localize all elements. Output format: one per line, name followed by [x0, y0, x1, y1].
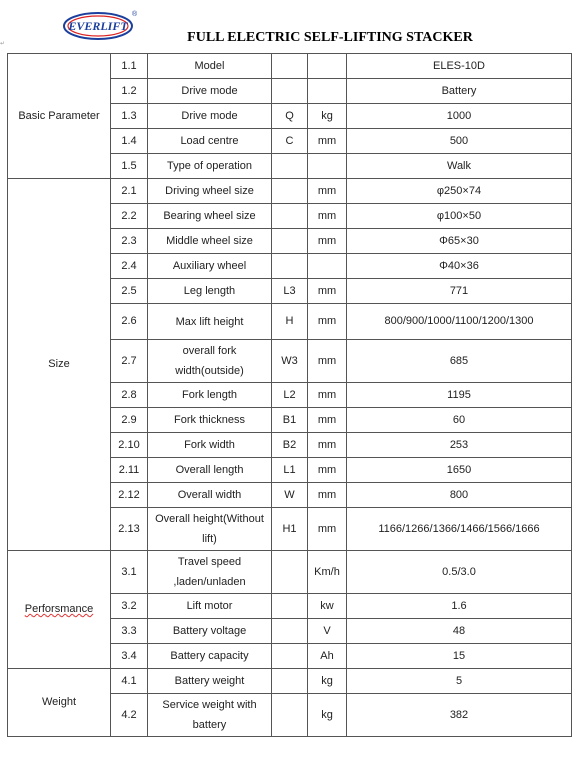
symbol: L3 — [272, 279, 308, 304]
unit: kg — [308, 694, 347, 737]
value: 15 — [347, 644, 572, 669]
item-name: Lift motor — [148, 594, 272, 619]
unit: mm — [308, 279, 347, 304]
unit — [308, 154, 347, 179]
item-name: Overall width — [148, 483, 272, 508]
value: 800 — [347, 483, 572, 508]
item-name: Fork thickness — [148, 408, 272, 433]
row-number: 2.13 — [111, 508, 148, 551]
everlift-logo — [62, 8, 136, 42]
symbol — [272, 79, 308, 104]
value: φ100×50 — [347, 204, 572, 229]
row-number: 2.5 — [111, 279, 148, 304]
symbol — [272, 644, 308, 669]
table-row — [8, 179, 572, 204]
symbol — [272, 54, 308, 79]
unit: mm — [308, 304, 347, 340]
item-name: Battery capacity — [148, 644, 272, 669]
item-name: Middle wheel size — [148, 229, 272, 254]
row-number: 4.2 — [111, 694, 148, 737]
row-number: 1.3 — [111, 104, 148, 129]
unit: mm — [308, 340, 347, 383]
symbol: Q — [272, 104, 308, 129]
row-number: 2.10 — [111, 433, 148, 458]
section-label: Perforsmance — [8, 551, 111, 669]
row-number: 2.1 — [111, 179, 148, 204]
symbol — [272, 204, 308, 229]
unit: Ah — [308, 644, 347, 669]
item-name: Battery voltage — [148, 619, 272, 644]
item-name: Auxiliary wheel — [148, 254, 272, 279]
symbol — [272, 551, 308, 594]
unit — [308, 79, 347, 104]
value: φ250×74 — [347, 179, 572, 204]
item-name: Driving wheel size — [148, 179, 272, 204]
item-name: Service weight with battery — [148, 694, 272, 737]
row-number: 3.2 — [111, 594, 148, 619]
symbol — [272, 669, 308, 694]
item-name: Bearing wheel size — [148, 204, 272, 229]
item-name: Leg length — [148, 279, 272, 304]
value: 771 — [347, 279, 572, 304]
unit: mm — [308, 383, 347, 408]
section-label: Basic Parameter — [8, 54, 111, 179]
symbol — [272, 594, 308, 619]
row-number: 2.7 — [111, 340, 148, 383]
value: 1.6 — [347, 594, 572, 619]
value: 1000 — [347, 104, 572, 129]
unit: mm — [308, 433, 347, 458]
row-number: 2.12 — [111, 483, 148, 508]
symbol: L2 — [272, 383, 308, 408]
unit: Km/h — [308, 551, 347, 594]
symbol — [272, 254, 308, 279]
item-name: Travel speed ,laden/unladen — [148, 551, 272, 594]
value: Φ65×30 — [347, 229, 572, 254]
row-number: 2.3 — [111, 229, 148, 254]
value: 48 — [347, 619, 572, 644]
unit: mm — [308, 129, 347, 154]
item-name: Fork width — [148, 433, 272, 458]
unit — [308, 254, 347, 279]
item-name: Type of operation — [148, 154, 272, 179]
value: Φ40×36 — [347, 254, 572, 279]
row-number: 2.2 — [111, 204, 148, 229]
registered-mark: ® — [132, 11, 138, 18]
row-number: 2.6 — [111, 304, 148, 340]
value: 1650 — [347, 458, 572, 483]
value: Walk — [347, 154, 572, 179]
item-name: Battery weight — [148, 669, 272, 694]
item-name: Drive mode — [148, 104, 272, 129]
row-number: 1.4 — [111, 129, 148, 154]
row-number: 1.2 — [111, 79, 148, 104]
symbol: B2 — [272, 433, 308, 458]
symbol — [272, 179, 308, 204]
row-number: 3.3 — [111, 619, 148, 644]
symbol — [272, 154, 308, 179]
table-row — [8, 669, 572, 694]
symbol: L1 — [272, 458, 308, 483]
row-number: 2.4 — [111, 254, 148, 279]
logo-text: EVERLIFT — [68, 19, 128, 33]
item-name: Drive mode — [148, 79, 272, 104]
value: 0.5/3.0 — [347, 551, 572, 594]
symbol: C — [272, 129, 308, 154]
item-name: Fork length — [148, 383, 272, 408]
item-name: Load centre — [148, 129, 272, 154]
unit: V — [308, 619, 347, 644]
value: 1166/1266/1366/1466/1566/1666 — [347, 508, 572, 551]
row-number: 2.8 — [111, 383, 148, 408]
row-number: 2.11 — [111, 458, 148, 483]
symbol: H — [272, 304, 308, 340]
item-name: Model — [148, 54, 272, 79]
row-number: 2.9 — [111, 408, 148, 433]
unit: mm — [308, 204, 347, 229]
row-number: 1.1 — [111, 54, 148, 79]
symbol — [272, 229, 308, 254]
value: 800/900/1000/1100/1200/1300 — [347, 304, 572, 340]
item-name: Max lift height — [148, 304, 272, 340]
symbol: W — [272, 483, 308, 508]
unit: mm — [308, 229, 347, 254]
symbol — [272, 619, 308, 644]
value: Battery — [347, 79, 572, 104]
unit: mm — [308, 408, 347, 433]
document-title: FULL ELECTRIC SELF-LIFTING STACKER — [187, 30, 473, 45]
item-name: Overall height(Without lift) — [148, 508, 272, 551]
row-number: 3.1 — [111, 551, 148, 594]
value: 685 — [347, 340, 572, 383]
unit: kw — [308, 594, 347, 619]
unit: mm — [308, 483, 347, 508]
unit: mm — [308, 508, 347, 551]
unit: mm — [308, 458, 347, 483]
unit: mm — [308, 179, 347, 204]
unit: kg — [308, 104, 347, 129]
value: 1195 — [347, 383, 572, 408]
unit: kg — [308, 669, 347, 694]
spec-table — [7, 53, 572, 737]
value: 382 — [347, 694, 572, 737]
row-number: 1.5 — [111, 154, 148, 179]
symbol: H1 — [272, 508, 308, 551]
value: 60 — [347, 408, 572, 433]
row-number: 4.1 — [111, 669, 148, 694]
symbol — [272, 694, 308, 737]
value: 500 — [347, 129, 572, 154]
table-row — [8, 551, 572, 594]
unit — [308, 54, 347, 79]
paragraph-mark: ↵ — [0, 40, 6, 47]
item-name: overall fork width(outside) — [148, 340, 272, 383]
section-label: Weight — [8, 669, 111, 737]
symbol: W3 — [272, 340, 308, 383]
value: 5 — [347, 669, 572, 694]
value: ELES-10D — [347, 54, 572, 79]
value: 253 — [347, 433, 572, 458]
section-label: Size — [8, 179, 111, 551]
symbol: B1 — [272, 408, 308, 433]
row-number: 3.4 — [111, 644, 148, 669]
item-name: Overall length — [148, 458, 272, 483]
table-row — [8, 54, 572, 79]
